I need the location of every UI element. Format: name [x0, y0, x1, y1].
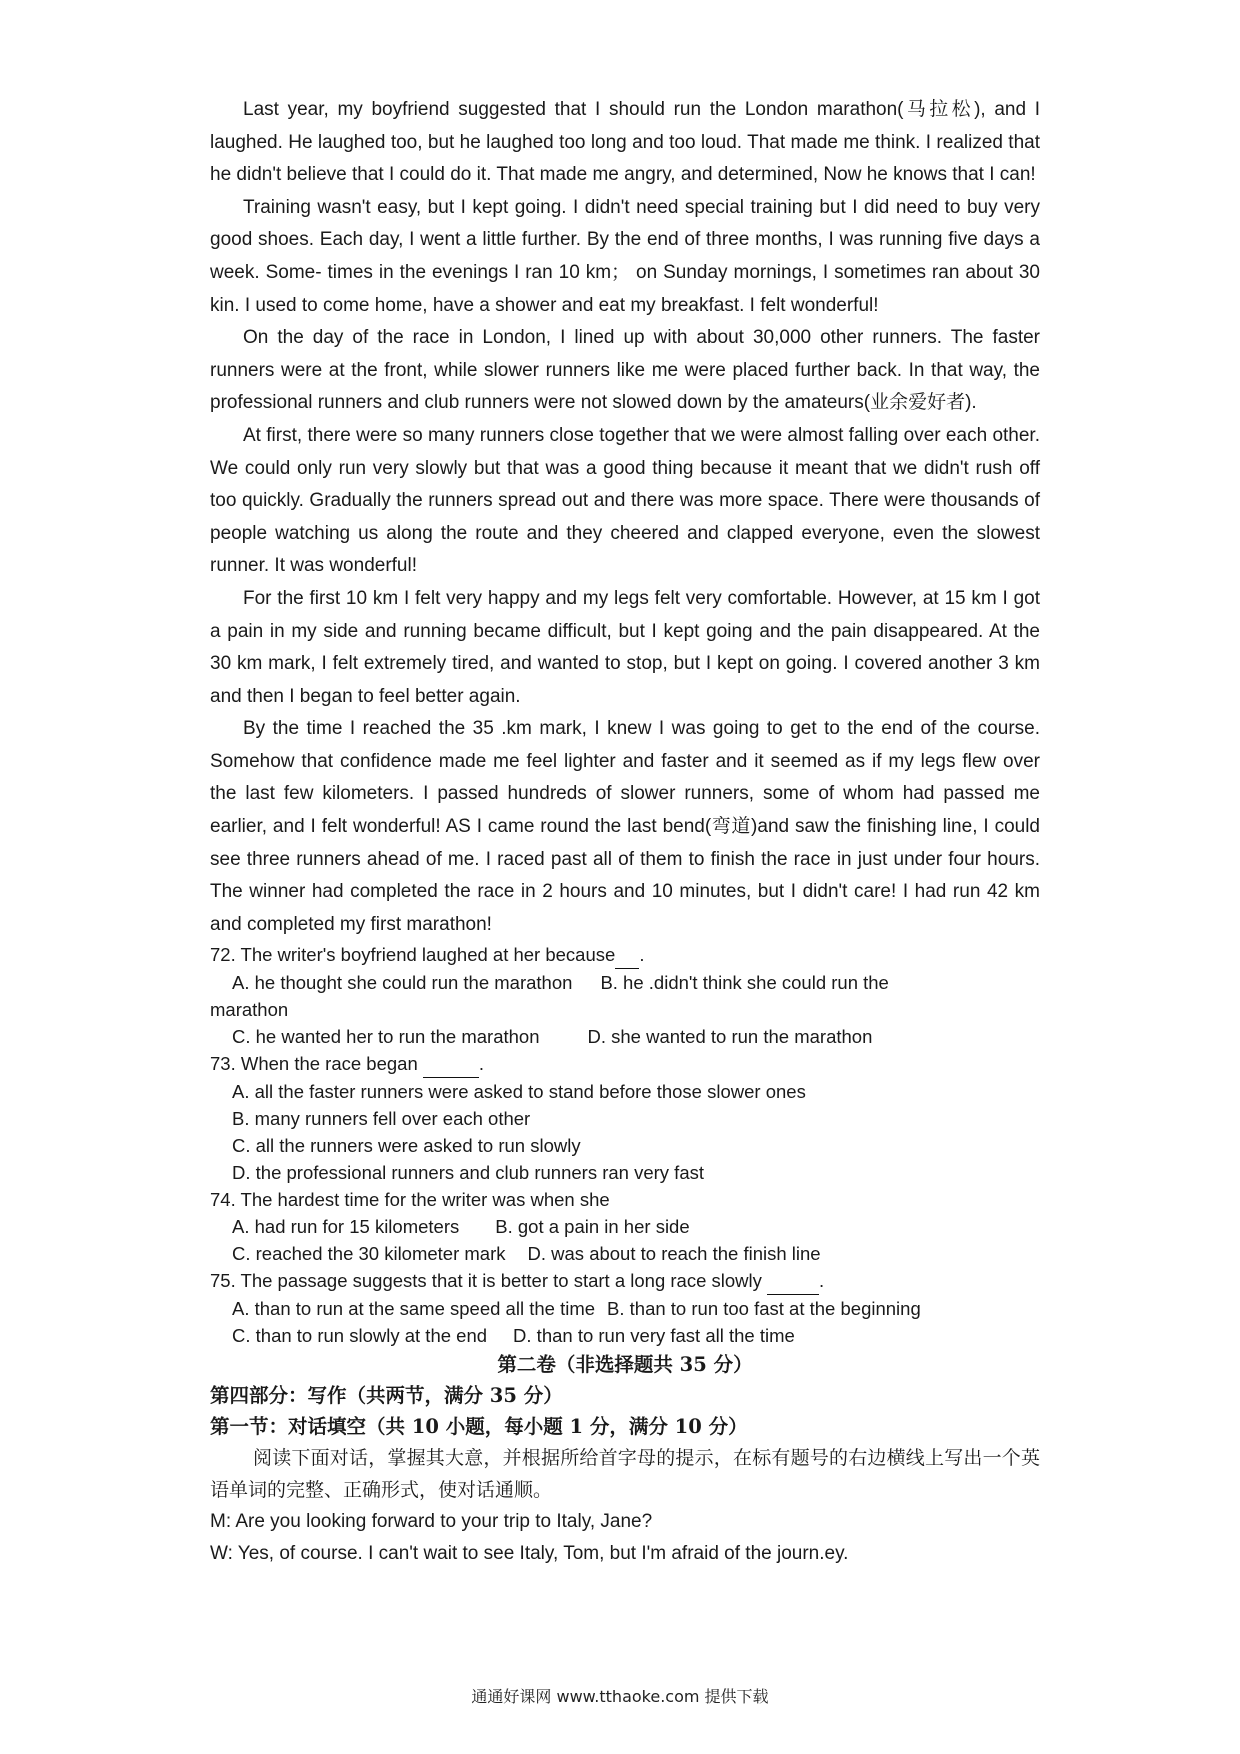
option-b: B. than to run too fast at the beginning [607, 1298, 921, 1320]
passage-paragraph: At first, there were so many runners close together that we were almost falling over each other. We could only run very slowly but that was a good thing because it meant that we didn't rush off too quickly. Gradually the runners spread out and there was more space. There were thousands of people watching us along the route and they cheered and clapped everyone, even the slowest runner. It was wonderful! [210, 424, 1040, 577]
option-b: B. many runners fell over each other [232, 1108, 531, 1130]
option-b: B. he .didn't think she could run the [600, 972, 889, 994]
question-stem: 72. The writer's boyfriend laughed at her because [210, 944, 616, 966]
section-title: 第一节：对话填空（共 10 小题，每小题 1 分，满分 10 分） [210, 1415, 748, 1439]
passage-paragraph: Training wasn't easy, but I kept going. I didn't need special training but I did need to buy very good shoes. Each day, I went a little further. By the end of three months, I was running five days a week. Some- times in the evenings I ran 10 km； on Sunday mornings, I sometimes ran about 30 kin. I used to come home, have a shower and eat my breakfast. I felt wonderful! [210, 196, 1040, 316]
question-75 [210, 1267, 1040, 1349]
option-d: D. the professional runners and club runners ran very fast [232, 1162, 704, 1184]
volume-title: 第二卷（非选择题共 35 分） [497, 1353, 753, 1377]
dialog [210, 1506, 1040, 1570]
question-72 [210, 941, 1040, 1050]
dialog-line: W: Yes, of course. I can't wait to see Italy, Tom, but I'm afraid of the journ.ey. [210, 1543, 849, 1565]
question-stem: 75. The passage suggests that it is better to start a long race slowly [210, 1270, 762, 1292]
passage-paragraph: For the first 10 km I felt very happy and my legs felt very comfortable. However, at 15 km I got a pain in my side and running became difficult, but I kept going and the pain disappeared. At the 30 km mark, I felt extremely tired, and wanted to stop, but I kept on going. I covered another 3 km and then I began to feel better again. [210, 587, 1040, 707]
option-d: D. was about to reach the finish line [527, 1243, 821, 1265]
passage-paragraph: On the day of the race in London, I lined up with about 30,000 other runners. The faster runners were at the front, while slower runners like me were placed further back. In that way, the professional runners and club runners were not slowed down by the amateurs(业余爱好者). [210, 327, 1040, 414]
option-b: B. got a pain in her side [495, 1216, 690, 1238]
option-a: A. all the faster runners were asked to stand before those slower ones [232, 1081, 806, 1103]
question-73 [210, 1050, 1040, 1186]
page-content [210, 94, 1040, 1570]
passage-paragraph: Last year, my boyfriend suggested that I should run the London marathon(马拉松), and I laughed. He laughed too, but he laughed too long and too loud. That made me think. I realized that he didn't believe that I could do it. That made me angry, and determined, Now he knows that I can! [210, 99, 1040, 186]
option-d: D. than to run very fast all the time [513, 1325, 795, 1347]
stem-end: . [819, 1270, 825, 1292]
stem-end: . [478, 1053, 485, 1075]
answer-blank [615, 941, 639, 969]
option-b-continued: marathon [210, 999, 289, 1021]
page-footer: 通通好课网 www.tthaoke.com 提供下载 [471, 1687, 769, 1706]
option-a: A. had run for 15 kilometers [232, 1216, 460, 1238]
option-a: A. he thought she could run the marathon [232, 972, 573, 994]
option-c: C. he wanted her to run the marathon [232, 1026, 540, 1048]
option-c: C. than to run slowly at the end [232, 1325, 488, 1347]
option-d: D. she wanted to run the marathon [587, 1026, 873, 1048]
answer-blank [423, 1050, 479, 1078]
option-c: C. all the runners were asked to run slowly [232, 1135, 581, 1157]
reading-passage [210, 94, 1040, 941]
option-c: C. reached the 30 kilometer mark [232, 1243, 506, 1265]
answer-blank [767, 1267, 819, 1295]
part-title: 第四部分：写作（共两节，满分 35 分） [210, 1384, 563, 1408]
question-74 [210, 1186, 1040, 1267]
instruction-text: 阅读下面对话，掌握其大意，并根据所给首字母的提示，在标有题号的右边横线上写出一个英语单词的完整、正确形式，使对话通顺。 [210, 1447, 1040, 1502]
option-a: A. than to run at the same speed all the time [232, 1298, 596, 1320]
question-stem: 74. The hardest time for the writer was when she [210, 1189, 610, 1211]
question-stem: 73. When the race began [210, 1053, 418, 1075]
stem-end: . [639, 944, 645, 966]
passage-paragraph: By the time I reached the 35 .km mark, I knew I was going to get to the end of the course. Somehow that confidence made me feel lighter and faster and it seemed as if my legs flew over the last few kilometers. I passed hundreds of slower runners, some of whom had passed me earlier, and I felt wonderful! AS I came round the last bend(弯道)and saw the finishing line, I could see three runners ahead of me. I raced past all of them to finish the race in just under four hours. The winner had completed the race in 2 hours and 10 minutes, but I didn't care! I had run 42 km and completed my first marathon! [210, 718, 1040, 935]
dialog-line: M: Are you looking forward to your trip to Italy, Jane? [210, 1511, 653, 1533]
